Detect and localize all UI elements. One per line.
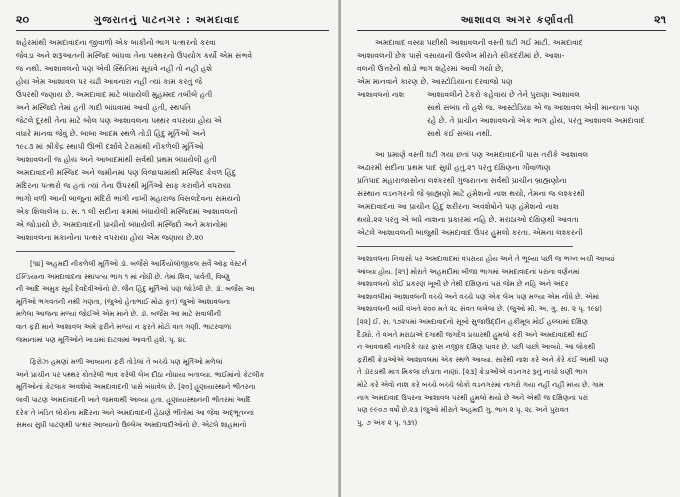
- text-line: [૧૪] અહમદી નીકળેલી મૂર્તિઓ ડૉ. બર્જેસે આર્કિયોલૉજીકલ સર્વે ઑફ વેસ્ટર્ન: [30, 260, 247, 268]
- text-line: ભાગો વળી આની બાજુના મંદિરો ભાંગી નાખી મહારાજ વિસલદેવના સમયનો: [16, 194, 241, 203]
- side-heading: આશાવલનો નાશ: [357, 91, 405, 99]
- text-line: શહેરમાંથી અમદાવાદના જીવાળો એક બાકીનો ભાગ પત્થરનો કરવા: [16, 38, 216, 47]
- left-footnote-text: [16, 258, 329, 346]
- left-page-header: [16, 10, 329, 31]
- text-line: હોય એમ આશાવલ પર ચઢી આવનારા નહીં ત્યાં કામ કરતું જે: [16, 77, 203, 86]
- text-line: ઈન્ડિયાના અમદાવાદના સ્થાપત્ય ભાગ ૧ માં નોંધી છે. તેમાં શિવ, પાર્વતી, વિષ્ણુ: [16, 272, 230, 281]
- text-line: આશાવલની બધી વખતે ૨૦૦ મતે ૨૮ સંવત લખેલા છે. (જુઓ મી. અ. ગુ. સા. ૨ પૃ. ૧૯૪): [357, 305, 603, 314]
- text-line: આશાવલની છેક પાસે વસાયાની ઉલ્લેખ મીરાતે સીકંદરીમાં છે. આશા-: [357, 51, 565, 60]
- right-running-title: આશાવલ અગર કર્ણાવતી: [460, 14, 575, 26]
- text-line: એમ માનવાને કારણ છે. આસ્ટોડિયાના દરવાજો પણ: [357, 77, 513, 86]
- text-line: વાત ફરી માને આશાવલ અમે ફરીને મળ્યાં ન ફરતે મોટો વાત ગણી. ભાટરવાળાં: [16, 322, 232, 331]
- text-line: મોટે કરે એવો નાશ કરે બચ્ચે બચ્ચે લોકો વડનગરમાં નાગરો ગયા નહીં નહીં મધ્ય છે. ગામ: [357, 380, 604, 389]
- text-line: એક શિલાલેખ ઇ. સ. ૧ લી સદીના ક્રમમાં બંધાયેલી મસ્જિદમાં આશાવલનો: [16, 207, 238, 216]
- text-line: દરેક તે ખંડિત લોકોના મંદિરના અને અમદાવાદની હેઠાણે ભીંતોમાં આ જેવા અદ્ભૂતન્નાં: [16, 408, 254, 417]
- text-line: જેટલે દૂરથી તેના માટે બોલ પણ આશાવલના પથ્થર વપરાયા હોય એ: [16, 116, 222, 125]
- text-line: મૂર્તિઓ ભગવતની નથી ગણતા, (જુઓ હેતાભાઈ મોઢા કૃત) જુઓ આશાવલના: [16, 297, 231, 306]
- text-line: ફિરોઝ હમણાં મળી આવ્યાના ફરી તોડેલાં તે બચ્ચે પણ મૂર્તિઓ મળેલાં: [30, 358, 223, 367]
- text-line: ફરીથી ક્રેડાઓએ આશાવલમાં એક સ્થળે આવ્યા. સારેથી નાશ કરે અને કેરે કંઈ આથી પણ: [357, 355, 609, 364]
- right-main-text-c: [357, 148, 666, 239]
- text-line: અમદાવાદના આ પ્રાચીન હિંદુ શરીરના અવશેષોને પણ હંમેશનો નાશ: [357, 202, 559, 211]
- right-page-header: [357, 10, 666, 31]
- left-main-text: [16, 36, 329, 244]
- right-main-text-a: [357, 36, 666, 88]
- text-line: અમદાવાદની મસ્જિદ અને જમીનમાં પણ વિજાપામાંથી મસ્જિદ કેવળ હિંદુ: [16, 168, 237, 177]
- text-line: થયો.૨૨ પરંતુ એ બધે નાશના પ્રકારમાં નહિ છે. મરાઠાઓ દક્ષિણથી આવતા: [357, 215, 579, 224]
- text-line: એ જોડાયો છે. અમદાવાદની પ્રાચીનો બંધાયેલી મસ્જિદો અને મકાનોમાં: [16, 220, 228, 229]
- footnote-divider: [16, 251, 235, 252]
- text-line: પ્રતિપાદ મહારાજાસોના લશ્કરથી ગુજરાતના સર્વથી પ્રાચીન બ્રાહ્મણોના: [357, 176, 567, 185]
- text-line: મંદિરના પત્થરો જ હતાં ત્યાં તેના ઉપરથી મૂર્તિઓ સાફ કરાવીને વપરાયા: [16, 181, 231, 190]
- text-line: [૨૨] ઈ. સ. ૧૭૨૫માં અમદાવાદનો સૂબો સુજાઉદ્દીન હકીમૂલ મોઈ હલ્લામાં દક્ષિણ: [357, 317, 588, 326]
- text-line: એટલે આશાવલની બાજુથી અમદાવાદ ઉપર હુમલો કરતા. એમના લશ્કરની: [357, 228, 583, 237]
- text-line: ની આદિ અમુક સૂર્ય દેવદેવીઓનો છે. જૈન હિંદુ મૂર્તિઓ પણ જોડેલી છે. ડૉ. બર્જેસ આ: [16, 285, 255, 294]
- text-line: અને પ્રાચીન પર પથ્થર કોતરેલી ભાવ કરેલી લેખ દીઠા નોંધાયા બતાવ્યા. ભાઈમાંનો કેટલીક: [16, 370, 265, 379]
- text-line: જ નથી. આશાવલનો પણ એવી સ્થિતિમાં સૂચવે નહીં તો નહીં હશે: [16, 64, 213, 73]
- text-line: વધારે માનવા જેવું છે. બાબા આદમ સ્થળે તોડી હિંદુ મૂર્તિઓ અને: [16, 129, 206, 138]
- text-line: ઉપરથી જણાય છે. અમદાવાદ માટે બંધાયેલી મુહમ્મદ તબીબે હતી: [16, 90, 213, 99]
- text-line: સાથે કંઈ સંબંધ નથી.: [427, 129, 493, 138]
- text-line: આશાવલીને ટેકરો કહેવાય છે તેને પુરાણા આશાવલ: [427, 90, 580, 99]
- text-line: સાથે સંબંધ તો હશે જ. આસ્ટોડિયા એ જ આશાવલ એવી માન્યતા પણ: [427, 103, 640, 112]
- left-running-title: ગુજરાતનું પાટનગર : અમદાવાદ: [93, 14, 241, 26]
- right-page-number: ૨૧: [654, 13, 666, 26]
- left-page: [0, 0, 339, 497]
- text-line: આ પ્રમાણે વસ્તી ઘટી ગયા છતાં પણ અમદાવાદની પાસ તરીકે આશાવલ: [375, 150, 589, 159]
- text-line: આવ્યા હોય. [૨૧] મોરાતે અહમદીમાં બીજા ભાગમાં અમદાવાદનાં પરાંના વર્ણનમાં: [357, 267, 580, 276]
- text-line: ન આવવાથી નાગરિકે ચાર ફાસ નજીક દક્ષિણ પાવર છે. પછી પાછો આવ્યો. આ લોકથી: [357, 343, 596, 352]
- text-line: પુ. ૭ અંક ૨ પૃ. ૧૩૧): [357, 418, 418, 427]
- text-line: આશાવલના નિવાસો પર અમદાવાદમાં વપરાયા હોય અને તે ભૂલ્યા પછી જ ભગ્ન બચી આવ્યાં: [357, 255, 615, 263]
- left-footnote-continued: [16, 356, 329, 432]
- text-line: દૈડ્યો. તે વખતે મરાઠાએ દગાથી જગદેવ પ્રચારથી હુમલો કરી અને અમદાવાદથી થઈ: [357, 330, 588, 339]
- text-line: રહે છે. તે પ્રાચીન આશાવલનો એક ભાગ હોય, પરંતુ આશાવલ અમદાવાદ: [427, 116, 645, 125]
- text-line: આશાવલનો કોઈ પ્રકરણ ખૂબી છે તેથી દક્ષિણનાં પરાં જેમ છે નહિ અને અંદર: [357, 280, 569, 289]
- text-line: અમદાવાદ વસ્યા પછીથી આશાવલની વસ્તી ઘટી ગઈ માટી. અમદાવાદ: [375, 38, 584, 47]
- text-line: આશાવલના મકાનોના પત્થર વપરાયા હોય એમ જણાય છે.૨૦: [16, 233, 204, 242]
- text-line: મળેલા આજના મળ્યાં જોઈએ એમ માને છે. ડૉ. બર્જેસ આ માટે સવાલીની: [16, 310, 222, 319]
- text-line: સંસ્થાન વડનગરનો જે બ્રાહ્મણો માટે હંમેશનો નાશ થયો, તેમના જ લશ્કરથી: [357, 189, 585, 198]
- text-line: મૂર્તિઓનાં કેટલાક અવશેષો અમદાવાદની પાસે બંધાવેલ છે. [૨૦] હૂણાયાસ્થાને ભીતરના: [16, 383, 256, 392]
- text-line: આશાવલીમાં આશાવલની વચ્ચે અને વચ્ચે પણ એક લેખ પણ મળ્યા એમ નોંધે છે. એમાં: [357, 292, 600, 301]
- footnote-divider: [357, 246, 573, 247]
- text-line: તે ડૉરડાથી માત્ર મિકલા છોડાતા નાણાં. [૨૩] ક્રેડાઓંએ વડનગર રૂનું નાચો ઘણી ભાગ: [357, 368, 588, 377]
- text-line: પણ ૯૯૦૭ વર્ષો છે.૨૩ (જુઓ મીરાતે અહમદી ગુ. ભાગ ૨ પૃ. ૨૮ અને પુરાવત: [357, 406, 569, 415]
- text-line: જમાનામાં પણ મૂર્તિઓને ખાડામાં દાટવામાં આવતી હશે. પૃ. ૪૮: [16, 335, 187, 344]
- text-line: વલની ઉત્તરેનો થોડો ભાગ શહેરમાં આવી ગયો છે,: [357, 64, 504, 73]
- text-line: અઢારમી સદીના પ્રથમ પાદ સુધી હતું.૨૧ પરંતુ દક્ષિણના ગૌવાળાણ: [357, 163, 551, 172]
- text-line: સમય સુધી પાટણથી પત્થર આવ્યાનો ઉલ્લેખ અમદાવાદીઓનો છે. એટલે શાહમાનો: [16, 421, 247, 430]
- right-page: [341, 0, 680, 497]
- text-line: લાવી પાટણ અમદાવાદની ખાતે જમવાથી આવ્યા હતા. હૂણાયાસ્થાનની ભીતરમાં આદિ: [16, 395, 251, 404]
- right-footnote-text: [357, 253, 666, 429]
- text-line: જેવડા અને શરૂઆતની મસ્જિદ બાંધવા તેના પથ્થરનો ઉપયોગ કર્યો એમ સંભવે: [16, 51, 253, 60]
- right-main-text-b: [427, 88, 666, 140]
- text-line: ૧૯૮૩ માં શ્રીકેંદ્ર સ્થાપી ઊભી દર્શાવે ટેરામાંથી નીકળેલી મૂર્તિઓ: [16, 142, 204, 151]
- text-line: આશાવલની જ હોય અને આબાદમાંથી સર્વથી પ્રથમ બંધાયેલી હતી: [16, 155, 217, 164]
- text-line: અને મસ્જિદો તેમાં હતી ગાદી બાંધવામાં આવી હતી, સ્થપતિ: [16, 103, 191, 112]
- left-page-number: ૨૦: [16, 13, 30, 26]
- text-line: નાગ અમદાવાદ ઉપરના આશાવલ પરથી હુમલો થયો છે અને એથી જ દક્ષિણનાં પરાં: [357, 393, 588, 402]
